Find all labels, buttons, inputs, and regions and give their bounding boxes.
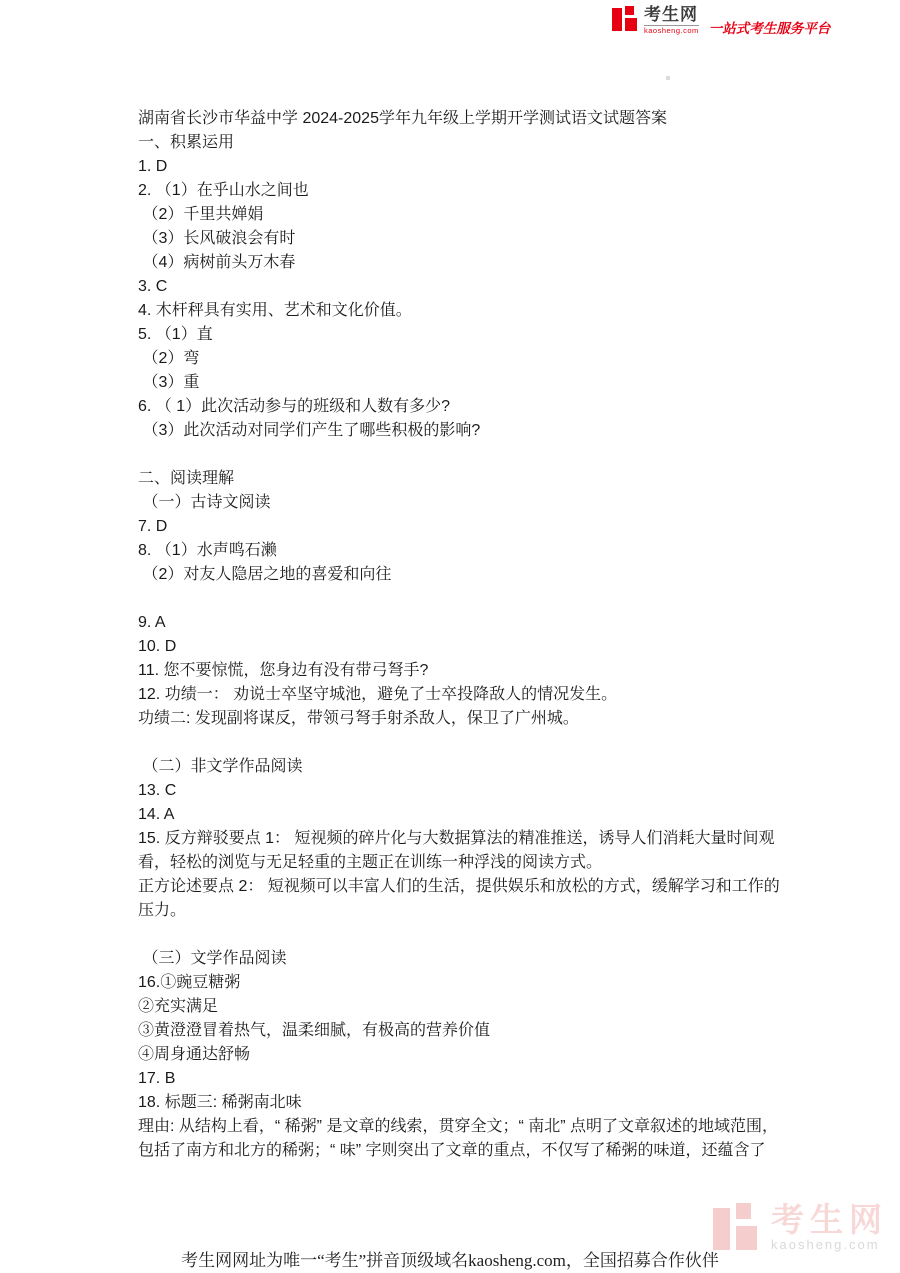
doc-line: 理由: 从结构上看，“ 稀粥” 是文章的线索，贯穿全文；“ 南北” 点明了文章叙述的地域范围， — [138, 1118, 778, 1135]
doc-line: ②充实满足 — [138, 998, 219, 1015]
doc-line: 包括了南方和北方的稀粥；“ 味” 字则突出了文章的重点，不仅写了稀粥的味道，还蕴含了 — [138, 1142, 766, 1159]
doc-line: （2）对友人隐居之地的喜爱和向往 — [138, 566, 392, 583]
doc-line: （3）此次活动对同学们产生了哪些积极的影响? — [138, 422, 481, 439]
doc-line: 14. A — [138, 806, 175, 823]
doc-line: 15. 反方辩驳要点 1： 短视频的碎片化与大数据算法的精准推送，诱导人们消耗大量时间观 — [138, 830, 775, 847]
watermark-text-block — [771, 1203, 888, 1251]
logo-tagline: 一站式考生服务平台 — [708, 21, 831, 36]
doc-line: 8. （1）水声鸣石濑 — [138, 542, 277, 559]
doc-line: 2. （1）在乎山水之间也 — [138, 182, 309, 199]
doc-line: 湖南省长沙市华益中学 2024-2025学年九年级上学期开学测试语文试题答案 — [138, 110, 667, 127]
footer-text: 考生网网址为唯一“考生”拼音顶级域名kaosheng.com，全国招募合作伙伴 — [181, 1251, 719, 1270]
watermark-domain: kaosheng.com — [771, 1237, 880, 1252]
scan-artifact-dot — [666, 76, 670, 80]
doc-line: （二）非文学作品阅读 — [138, 758, 303, 775]
doc-line: 5. （1）直 — [138, 326, 213, 343]
doc-line — [138, 923, 878, 947]
doc-line: 二、阅读理解 — [138, 470, 235, 487]
document-body — [138, 107, 878, 1163]
doc-line: ③黄澄澄冒着热气，温柔细腻，有极高的营养价值 — [138, 1022, 491, 1039]
doc-line: （三）文学作品阅读 — [138, 950, 287, 967]
logo-domain: kaosheng.com — [644, 26, 699, 35]
doc-line: 功绩二: 发现副将谋反，带领弓弩手射杀敌人，保卫了广州城。 — [138, 710, 579, 727]
doc-line: ④周身通达舒畅 — [138, 1046, 251, 1063]
watermark-brand-name: 考生网 — [771, 1201, 888, 1238]
doc-line: 9. A — [138, 614, 166, 631]
doc-line: 11. 您不要惊慌，您身边有没有带弓弩手? — [138, 662, 429, 679]
doc-line: （3）长风破浪会有时 — [138, 230, 296, 247]
site-logo — [612, 6, 830, 36]
doc-line: （2）弯 — [138, 350, 200, 367]
doc-line: （2）千里共婵娟 — [138, 206, 264, 223]
doc-line: （3）重 — [138, 374, 200, 391]
doc-line: 看，轻松的浏览与无足轻重的主题正在训练一种浮浅的阅读方式。 — [138, 854, 603, 871]
doc-line: 7. D — [138, 518, 168, 535]
doc-line: 1. D — [138, 158, 168, 175]
doc-line: 13. C — [138, 782, 177, 799]
doc-line: 4. 木杆秤具有实用、艺术和文化价值。 — [138, 302, 412, 319]
doc-line: 压力。 — [138, 902, 187, 919]
doc-line: 6. （ 1）此次活动参与的班级和人数有多少? — [138, 398, 451, 415]
doc-line: 18. 标题三: 稀粥南北味 — [138, 1094, 302, 1111]
doc-line: 一、积累运用 — [138, 134, 235, 151]
doc-line: 3. C — [138, 278, 168, 295]
doc-line — [138, 731, 878, 755]
doc-line — [138, 587, 878, 611]
doc-line: （4）病树前头万木春 — [138, 254, 296, 271]
logo-brand-name: 考生网 — [644, 5, 698, 24]
doc-line: （一）古诗文阅读 — [138, 494, 271, 511]
doc-line: 16.①豌豆糖粥 — [138, 974, 241, 991]
doc-line: 17. B — [138, 1070, 176, 1087]
kaosheng-logo-icon — [612, 6, 638, 32]
doc-line: 12. 功绩一： 劝说士卒坚守城池，避免了士卒投降敌人的情况发生。 — [138, 686, 618, 703]
doc-line: 正方论述要点 2： 短视频可以丰富人们的生活，提供娱乐和放松的方式，缓解学习和工作的 — [138, 878, 780, 895]
doc-line: 10. D — [138, 638, 177, 655]
doc-line — [138, 443, 878, 467]
logo-text-block — [644, 6, 699, 35]
